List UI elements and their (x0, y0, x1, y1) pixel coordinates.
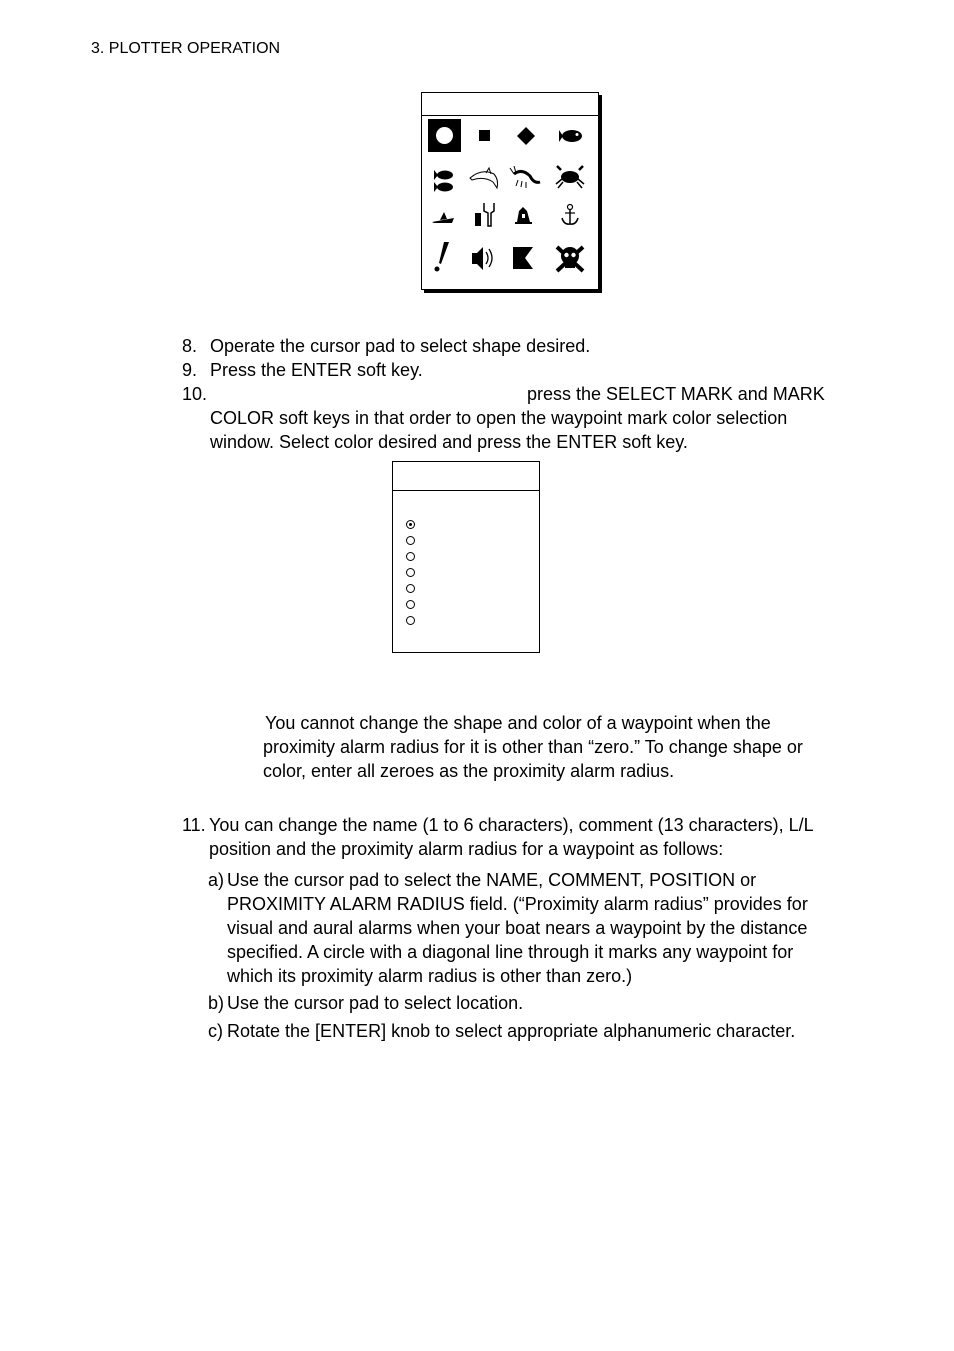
step-11-number: 11. (182, 815, 206, 835)
step-8-number: 8. (182, 336, 198, 356)
skull-icon[interactable] (557, 247, 583, 271)
flag-icon[interactable] (513, 247, 533, 269)
mark-shape-grid (422, 116, 598, 288)
note-line-3: color, enter all zeroes as the proximity alarm radius. (263, 761, 675, 781)
buoy-icon[interactable] (515, 207, 532, 224)
mark-color-window (392, 461, 540, 653)
color-option-radio[interactable] (406, 520, 415, 529)
step-11b-text: Use the cursor pad to select location. (227, 993, 524, 1013)
step-10-line-1: press the SELECT MARK and MARK (527, 384, 825, 404)
step-11a-line-2: PROXIMITY ALARM RADIUS field. (“Proximity alarm radius” provides for (227, 894, 808, 914)
color-option-radio[interactable] (406, 616, 415, 625)
step-9-number: 9. (182, 360, 198, 380)
step-11c-label: c) (208, 1021, 223, 1041)
two-fish-icon[interactable] (434, 170, 453, 192)
step-11a-label: a) (208, 870, 225, 890)
circle-icon[interactable] (428, 119, 461, 152)
diamond-icon[interactable] (517, 127, 535, 145)
step-11a-line-4: specified. A circle with a diagonal line through it marks any waypoint for (227, 942, 794, 962)
section-header: 3. PLOTTER OPERATION (91, 40, 281, 57)
step-10-line-3: window. Select color desired and press the ENTER soft key. (210, 432, 688, 452)
step-9-text: Press the ENTER soft key. (210, 360, 423, 380)
mark-shape-window (421, 92, 599, 290)
step-11c-text: Rotate the [ENTER] knob to select appropriate alphanumeric character. (227, 1021, 796, 1041)
crab-icon[interactable] (556, 166, 584, 188)
step-10-line-2: COLOR soft keys in that order to open the waypoint mark color selection (210, 408, 788, 428)
step-11-line-1: You can change the name (1 to 6 characters), comment (13 characters), L/L (209, 815, 814, 835)
color-option-radio[interactable] (406, 600, 415, 609)
step-11a-line-3: visual and aural alarms when your boat nears a waypoint by the distance (227, 918, 808, 938)
step-11b-label: b) (208, 993, 225, 1013)
square-icon[interactable] (479, 130, 490, 141)
step-10-number: 10. (182, 384, 208, 404)
fork-knife-icon[interactable] (475, 203, 494, 226)
step-11a-line-1: Use the cursor pad to select the NAME, COMMENT, POSITION or (227, 870, 757, 890)
color-option-radio[interactable] (406, 536, 415, 545)
dolphin-icon[interactable] (470, 168, 498, 188)
mark-shape-window-title-bar (422, 93, 598, 116)
wreck-icon[interactable] (432, 212, 454, 223)
mark-color-window-title-bar (393, 462, 539, 491)
anchor-icon[interactable] (562, 205, 578, 225)
color-option-radio[interactable] (406, 568, 415, 577)
fish-icon[interactable] (559, 130, 582, 142)
color-option-radio[interactable] (406, 584, 415, 593)
shrimp-icon[interactable] (510, 166, 540, 188)
note-line-2: proximity alarm radius for it is other than “zero.” To change shape or (263, 737, 803, 757)
step-11a-line-5: which its proximity alarm radius is other than zero.) (227, 966, 633, 986)
exclamation-icon[interactable] (435, 242, 450, 272)
speaker-icon[interactable] (472, 247, 492, 270)
step-8-text: Operate the cursor pad to select shape desired. (210, 336, 591, 356)
color-option-radio[interactable] (406, 552, 415, 561)
note-line-1: You cannot change the shape and color of a waypoint when the (265, 713, 771, 733)
step-11-line-2: position and the proximity alarm radius for a waypoint as follows: (209, 839, 724, 859)
